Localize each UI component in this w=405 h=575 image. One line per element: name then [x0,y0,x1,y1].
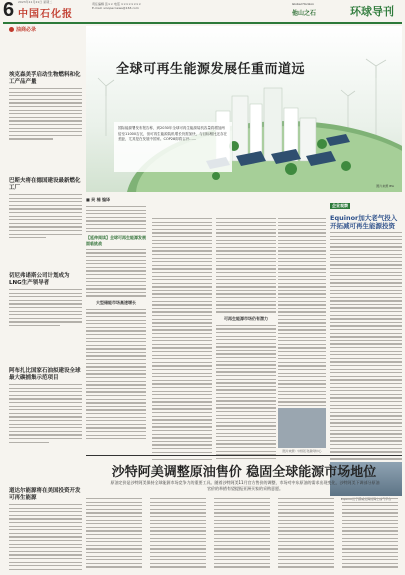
hero-credit: 图片来源 IEA [376,184,394,188]
article-photo [278,408,326,448]
header-rule [3,22,402,24]
byline: ■ 吴 楠 编译 [86,197,110,202]
sidebar-item-title: 道达尔能源将在美国投资开发可再生能源 [9,488,81,501]
callout-quote: 【延伸阅读】全球可再生能源发展面临挑战 [86,234,146,246]
sidebar-item [9,368,82,445]
sidebar-item-body [9,88,82,140]
date-line: 2023年11月21日 星期二 [18,0,53,4]
bottom-story-deck: 原油定价是沙特阿美保持全球能源市场竞争力的重要工具。随着沙特阿美11月官方售价的调整，市场对中东原油的需求出现变化，沙特阿美下调部分原油官价的举措有望提振亚洲买家的采购意愿。 [110,480,380,491]
hero-lead: 国际能源署发布报告称，到2030年全球可再生能源装机容量将增加两倍至11000吉瓦，但可再生能源装机增长仍需加快，与目标相比还存在差距，尤其是在发展中国家。COP28即将召开…… [118,126,228,141]
page-number: 6 [3,0,15,21]
bottom-column-1 [86,498,142,570]
bottom-story-rule [86,455,402,456]
bottom-column-5 [342,498,398,570]
hero-headline: 全球可再生能源发展任重而道远 [116,62,306,77]
sidebar-item-body [9,289,82,326]
sidebar-item-body [9,504,82,570]
body-column-4 [278,218,326,453]
editor-info [92,2,182,10]
body-column-2 [152,218,212,462]
sidebar-item-body [9,384,82,443]
sidebar-item [9,178,82,241]
bottom-column-2 [150,498,206,570]
green-city-illustration [86,26,402,192]
editor-line-1: 责任编辑 张×× 电话 ×××××××× [92,2,141,6]
right-column-title: Equinor加大老气投入开拓减可再生能源投资 [330,214,398,230]
sidebar-item [9,273,82,329]
hero-illustration [86,26,402,192]
photo-caption: 图片来源：中国石化新闻中心 [282,449,322,454]
body-column-1 [86,194,146,442]
section-subhead: 可再生能源市场仍有潜力 [224,315,268,321]
bullet-icon [9,27,14,32]
bottom-column-4 [278,498,334,570]
sidebar-tag: 油商必录 [9,26,36,33]
editor-line-2: E-mail: sinopecnews@163.com [92,6,139,10]
sidebar-item-title: 阿布扎比国家石油拟建设全球最大碳捕集示范项目 [9,368,81,381]
section-subhead: 大型储能市场高速增长 [96,299,136,305]
sidebar-item [9,72,82,142]
paper-name: 中国石化报 [18,9,73,20]
bottom-story-title: 沙特阿美调整原油售价 稳固全球能源市场地位 [111,465,377,480]
section-title: 环球导刊 [350,5,394,18]
subsection-label: 他山之石 [292,10,317,17]
page-header [0,0,405,22]
english-label: Global Horizon [292,2,314,6]
sidebar-item-title: 切尼弗诺斯公司计划成为LNG生产领导者 [9,273,70,286]
sidebar-item-body [9,194,82,238]
column-tag: 企业观察 [332,203,348,208]
sidebar-item-title: 巴斯夫将在德国建设最新燃化工厂 [9,178,81,191]
sidebar-item [9,488,82,572]
sidebar-news [3,26,82,572]
sidebar-item-title: 埃克森美孚启动生物燃料和化工产品产量 [9,72,81,85]
body-column-3 [216,218,276,461]
bottom-column-3 [214,498,270,570]
